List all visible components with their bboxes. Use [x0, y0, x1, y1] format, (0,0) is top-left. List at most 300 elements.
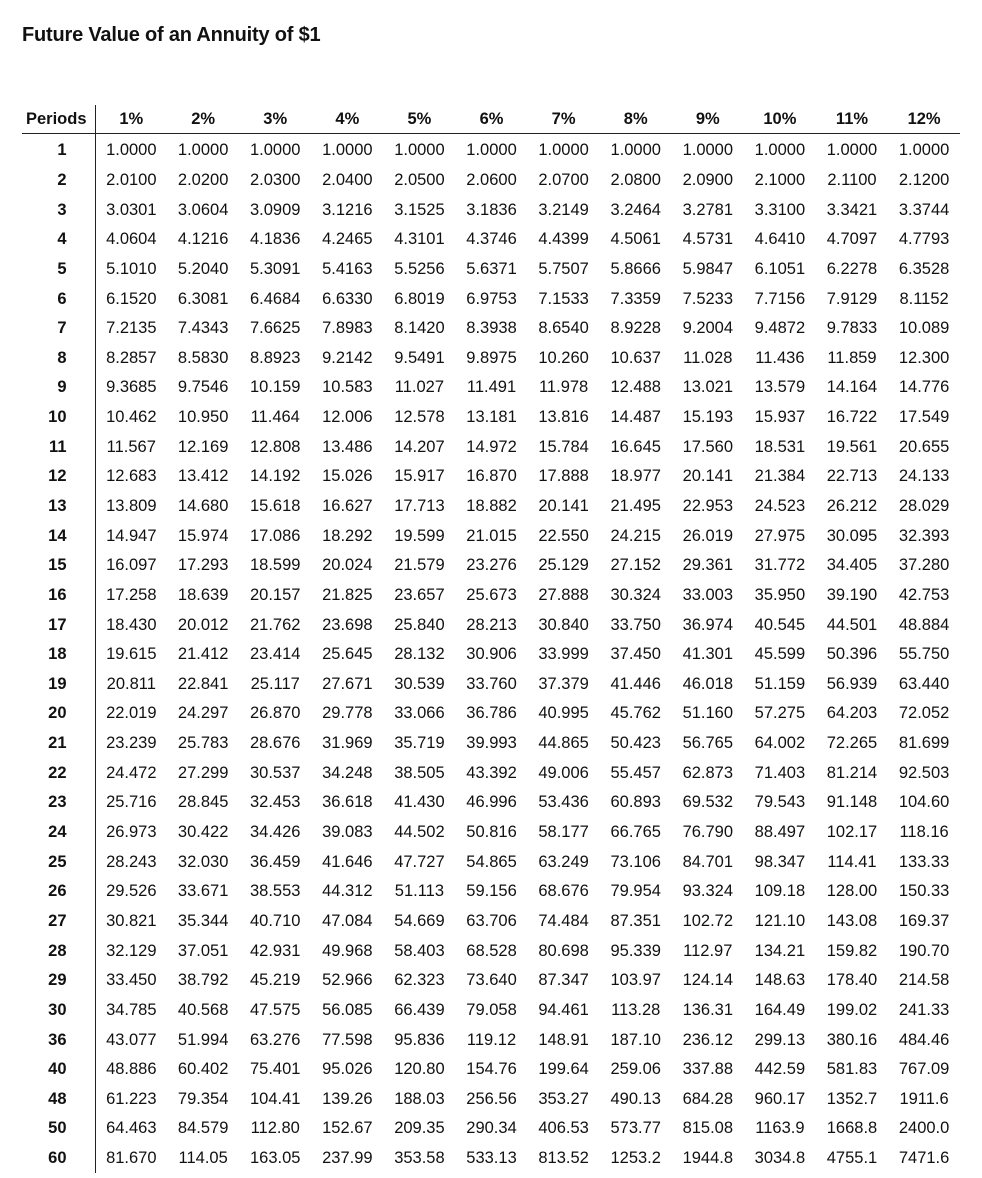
value-cell: 30.539 [394, 674, 445, 693]
value-cell: 1911.6 [899, 1089, 949, 1108]
period-cell: 27 [22, 907, 95, 937]
value-cell: 20.811 [106, 674, 156, 693]
period-cell: 5 [22, 255, 95, 285]
value-cell: 25.117 [250, 674, 300, 693]
value-cell: 12.488 [610, 378, 661, 397]
value-cell: 113.28 [611, 1000, 661, 1019]
value-cell: 17.888 [538, 467, 589, 486]
value-cell: 33.750 [610, 615, 661, 634]
value-cell: 124.14 [682, 971, 734, 990]
value-cell: 34.405 [826, 556, 878, 575]
header-row [22, 105, 960, 134]
value-cell: 114.41 [827, 852, 877, 871]
value-cell: 17.258 [106, 585, 157, 604]
value-cell: 15.618 [250, 497, 301, 515]
table-row [22, 729, 960, 759]
value-cell: 4.3101 [394, 230, 445, 249]
value-cell: 1.0000 [322, 141, 373, 160]
value-cell: 7.8983 [322, 319, 373, 338]
value-cell: 148.63 [754, 971, 806, 990]
value-cell: 1163.9 [755, 1119, 805, 1138]
value-cell: 3.2781 [682, 200, 734, 219]
value-cell: 20.024 [322, 556, 373, 575]
value-cell: 91.148 [826, 793, 878, 812]
value-cell: 12.006 [322, 408, 373, 427]
value-cell: 533.13 [466, 1149, 517, 1168]
value-cell: 37.450 [610, 645, 661, 664]
value-cell: 109.18 [754, 882, 806, 901]
value-cell: 16.097 [106, 556, 157, 575]
page-title: Future Value of an Annuity of $1 [22, 24, 321, 46]
value-cell: 8.5830 [177, 348, 229, 367]
value-cell: 21.412 [177, 645, 229, 664]
value-cell: 8.6540 [538, 319, 589, 338]
value-cell: 33.999 [538, 645, 589, 664]
value-cell: 8.1420 [394, 319, 445, 338]
table-header [22, 105, 960, 134]
value-cell: 28.243 [106, 852, 157, 871]
value-cell: 38.553 [250, 882, 301, 901]
value-cell: 41.646 [322, 852, 373, 871]
value-cell: 18.531 [754, 437, 806, 456]
value-cell: 2.0100 [106, 170, 157, 189]
value-cell: 29.526 [106, 882, 157, 901]
value-cell: 32.453 [250, 793, 301, 812]
value-cell: 14.164 [826, 378, 878, 397]
value-cell: 14.972 [466, 437, 517, 456]
period-cell: 22 [22, 758, 95, 788]
value-cell: 290.34 [466, 1119, 517, 1138]
value-cell: 7471.6 [898, 1149, 950, 1168]
value-cell: 27.888 [538, 585, 589, 604]
period-cell: 6 [22, 284, 95, 314]
value-cell: 9.3685 [106, 378, 157, 397]
period-cell: 48 [22, 1085, 95, 1115]
value-cell: 22.019 [106, 704, 157, 723]
value-cell: 41.301 [682, 645, 734, 664]
value-cell: 40.545 [754, 615, 806, 634]
value-cell: 21.495 [610, 497, 661, 515]
value-cell: 68.528 [466, 941, 517, 960]
value-cell: 5.5256 [394, 259, 445, 278]
value-cell: 7.6625 [250, 319, 301, 338]
value-cell: 71.403 [754, 763, 806, 782]
value-cell: 6.3528 [898, 259, 950, 278]
value-cell: 8.3938 [466, 319, 517, 338]
value-cell: 61.223 [106, 1089, 157, 1108]
value-cell: 236.12 [682, 1030, 734, 1049]
value-cell: 40.710 [250, 911, 301, 930]
value-cell: 103.97 [610, 971, 661, 990]
value-cell: 40.568 [177, 1000, 229, 1019]
value-cell: 64.463 [106, 1119, 157, 1138]
value-cell: 76.790 [682, 823, 734, 842]
value-cell: 32.030 [177, 852, 229, 871]
value-cell: 2.0800 [610, 170, 661, 189]
value-cell: 3.0909 [250, 200, 301, 219]
value-cell: 17.086 [250, 526, 301, 545]
value-cell: 12.300 [898, 348, 950, 367]
period-cell: 19 [22, 670, 95, 700]
value-cell: 12.169 [177, 437, 229, 456]
value-cell: 10.583 [322, 378, 373, 397]
value-cell: 11.567 [106, 437, 156, 456]
value-cell: 4.7793 [898, 230, 950, 249]
value-cell: 21.762 [250, 615, 301, 634]
value-cell: 119.12 [466, 1030, 517, 1049]
value-cell: 15.937 [754, 408, 806, 427]
value-cell: 163.05 [250, 1149, 301, 1168]
value-cell: 57.275 [754, 704, 806, 723]
value-cell: 9.2004 [682, 319, 734, 338]
value-cell: 60.402 [177, 1060, 229, 1079]
rate-column-header: 8% [600, 105, 672, 134]
value-cell: 134.21 [754, 941, 806, 960]
value-cell: 30.906 [466, 645, 517, 664]
value-cell: 22.550 [538, 526, 589, 545]
table-row [22, 134, 960, 166]
value-cell: 190.70 [898, 941, 950, 960]
value-cell: 34.785 [106, 1000, 157, 1019]
value-cell: 81.699 [898, 734, 950, 753]
value-cell: 3.1216 [322, 200, 373, 219]
value-cell: 4.5061 [610, 230, 661, 249]
value-cell: 1.0000 [826, 141, 878, 160]
value-cell: 1.0000 [106, 141, 157, 160]
value-cell: 24.215 [610, 526, 661, 545]
value-cell: 28.213 [466, 615, 517, 634]
value-cell: 64.203 [826, 704, 878, 723]
value-cell: 48.886 [106, 1060, 157, 1079]
value-cell: 406.53 [538, 1119, 589, 1138]
table-row [22, 521, 960, 551]
value-cell: 10.159 [250, 378, 301, 397]
value-cell: 22.953 [682, 497, 734, 515]
value-cell: 46.996 [466, 793, 517, 812]
value-cell: 38.505 [394, 763, 445, 782]
period-cell: 50 [22, 1114, 95, 1144]
value-cell: 152.67 [322, 1119, 373, 1138]
value-cell: 24.133 [898, 467, 950, 486]
table-row [22, 284, 960, 314]
value-cell: 37.280 [898, 556, 950, 575]
value-cell: 32.129 [106, 941, 157, 960]
value-cell: 56.085 [322, 1000, 373, 1019]
value-cell: 104.60 [898, 793, 950, 812]
value-cell: 77.598 [322, 1030, 373, 1049]
value-cell: 2.1200 [898, 170, 950, 189]
value-cell: 12.808 [250, 437, 301, 456]
table-row [22, 788, 960, 818]
rate-column-header: 9% [672, 105, 744, 134]
value-cell: 16.627 [322, 497, 373, 515]
value-cell: 4.7097 [826, 230, 878, 249]
value-cell: 44.501 [826, 615, 878, 634]
value-cell: 6.1051 [754, 259, 806, 278]
value-cell: 4.5731 [682, 230, 734, 249]
period-cell: 40 [22, 1055, 95, 1085]
value-cell: 33.066 [394, 704, 445, 723]
value-cell: 20.012 [177, 615, 229, 634]
value-cell: 5.7507 [538, 259, 589, 278]
value-cell: 84.579 [177, 1119, 229, 1138]
period-cell: 21 [22, 729, 95, 759]
value-cell: 16.645 [610, 437, 661, 456]
value-cell: 353.27 [538, 1089, 589, 1108]
value-cell: 13.021 [682, 378, 734, 397]
value-cell: 54.865 [466, 852, 517, 871]
value-cell: 51.159 [754, 674, 806, 693]
table-row [22, 610, 960, 640]
value-cell: 14.947 [106, 526, 157, 545]
value-cell: 7.9129 [826, 289, 878, 308]
period-cell: 16 [22, 581, 95, 611]
rate-column-header: 4% [311, 105, 383, 134]
value-cell: 13.809 [106, 497, 157, 515]
value-cell: 380.16 [826, 1030, 878, 1049]
value-cell: 1.0000 [394, 141, 445, 160]
value-cell: 13.486 [322, 437, 373, 456]
value-cell: 84.701 [682, 852, 734, 871]
value-cell: 42.931 [250, 941, 301, 960]
value-cell: 24.472 [106, 763, 157, 782]
value-cell: 31.969 [322, 734, 373, 753]
value-cell: 50.816 [466, 823, 517, 842]
value-cell: 14.776 [898, 378, 950, 397]
value-cell: 3.2149 [538, 200, 589, 219]
value-cell: 143.08 [826, 911, 878, 930]
value-cell: 102.72 [682, 911, 734, 930]
value-cell: 5.6371 [466, 259, 517, 278]
value-cell: 21.015 [466, 526, 517, 545]
value-cell: 33.671 [177, 882, 229, 901]
value-cell: 815.08 [682, 1119, 734, 1138]
value-cell: 94.461 [538, 1000, 589, 1019]
value-cell: 1.0000 [466, 141, 517, 160]
value-cell: 44.502 [394, 823, 445, 842]
value-cell: 136.31 [682, 1000, 734, 1019]
value-cell: 960.17 [754, 1089, 806, 1108]
table-row [22, 1085, 960, 1115]
value-cell: 25.645 [322, 645, 373, 664]
value-cell: 490.13 [610, 1089, 661, 1108]
value-cell: 81.670 [106, 1149, 157, 1168]
value-cell: 87.351 [610, 911, 661, 930]
table-row [22, 343, 960, 373]
value-cell: 118.16 [899, 823, 949, 842]
value-cell: 21.384 [754, 467, 806, 486]
value-cell: 47.727 [394, 852, 445, 871]
value-cell: 23.657 [394, 585, 445, 604]
rate-column-header: 7% [528, 105, 600, 134]
value-cell: 1.0000 [250, 141, 301, 160]
value-cell: 37.051 [177, 941, 229, 960]
value-cell: 15.784 [538, 437, 589, 456]
value-cell: 34.248 [322, 763, 373, 782]
value-cell: 27.671 [322, 674, 373, 693]
value-cell: 241.33 [898, 1000, 950, 1019]
value-cell: 44.865 [538, 734, 589, 753]
value-cell: 148.91 [538, 1030, 589, 1049]
value-cell: 39.190 [826, 585, 878, 604]
value-cell: 1253.2 [610, 1149, 661, 1168]
period-cell: 15 [22, 551, 95, 581]
value-cell: 11.978 [538, 378, 589, 397]
table-row [22, 581, 960, 611]
value-cell: 30.324 [610, 585, 661, 604]
value-cell: 164.49 [754, 1000, 806, 1019]
period-cell: 29 [22, 966, 95, 996]
value-cell: 92.503 [898, 763, 950, 782]
value-cell: 73.640 [466, 971, 517, 990]
value-cell: 13.579 [754, 378, 806, 397]
value-cell: 1944.8 [682, 1149, 734, 1168]
value-cell: 767.09 [898, 1060, 950, 1079]
value-cell: 18.599 [250, 556, 301, 575]
value-cell: 11.464 [250, 408, 300, 427]
value-cell: 6.9753 [466, 289, 517, 308]
value-cell: 813.52 [538, 1149, 589, 1168]
table-row [22, 1025, 960, 1055]
value-cell: 573.77 [610, 1119, 661, 1138]
value-cell: 1.0000 [898, 141, 950, 160]
value-cell: 3.1836 [466, 200, 517, 219]
value-cell: 63.440 [898, 674, 950, 693]
value-cell: 5.4163 [322, 259, 373, 278]
value-cell: 26.019 [682, 526, 734, 545]
value-cell: 10.260 [538, 348, 589, 367]
value-cell: 3.0301 [106, 200, 157, 219]
period-cell: 14 [22, 521, 95, 551]
value-cell: 20.655 [898, 437, 950, 456]
value-cell: 26.973 [106, 823, 157, 842]
value-cell: 37.379 [538, 674, 589, 693]
value-cell: 8.2857 [106, 348, 157, 367]
value-cell: 27.299 [177, 763, 229, 782]
value-cell: 62.323 [394, 971, 445, 990]
value-cell: 18.882 [466, 497, 517, 515]
annuity-table [22, 105, 960, 1173]
value-cell: 32.393 [898, 526, 950, 545]
rate-column-header: 5% [383, 105, 455, 134]
value-cell: 28.132 [394, 645, 445, 664]
value-cell: 79.954 [610, 882, 661, 901]
period-cell: 26 [22, 877, 95, 907]
value-cell: 29.361 [682, 556, 734, 575]
value-cell: 20.157 [250, 585, 301, 604]
value-cell: 18.292 [322, 526, 373, 545]
value-cell: 23.239 [106, 734, 157, 753]
value-cell: 2.0900 [682, 170, 734, 189]
value-cell: 25.716 [106, 793, 157, 812]
value-cell: 63.276 [250, 1030, 301, 1049]
period-cell: 18 [22, 640, 95, 670]
value-cell: 12.683 [106, 467, 157, 486]
value-cell: 7.7156 [754, 289, 806, 308]
value-cell: 121.10 [754, 911, 806, 930]
value-cell: 484.46 [898, 1030, 950, 1049]
value-cell: 2.1000 [754, 170, 806, 189]
value-cell: 40.995 [538, 704, 589, 723]
value-cell: 28.676 [250, 734, 301, 753]
value-cell: 256.56 [466, 1089, 517, 1108]
value-cell: 17.713 [394, 497, 445, 515]
table-row [22, 640, 960, 670]
value-cell: 28.029 [898, 497, 950, 515]
value-cell: 2.0500 [394, 170, 445, 189]
value-cell: 3.3421 [826, 200, 878, 219]
rate-column-header: 11% [816, 105, 888, 134]
value-cell: 24.297 [177, 704, 229, 723]
table-row [22, 966, 960, 996]
value-cell: 26.870 [250, 704, 301, 723]
period-cell: 28 [22, 936, 95, 966]
period-cell: 1 [22, 134, 95, 166]
value-cell: 2.0600 [466, 170, 517, 189]
value-cell: 15.193 [682, 408, 734, 427]
value-cell: 46.018 [682, 674, 734, 693]
value-cell: 87.347 [538, 971, 589, 990]
table-row [22, 314, 960, 344]
value-cell: 120.80 [394, 1060, 445, 1079]
value-cell: 14.487 [610, 408, 661, 427]
value-cell: 16.722 [826, 408, 878, 427]
value-cell: 58.177 [538, 823, 589, 842]
value-cell: 95.339 [610, 941, 661, 960]
value-cell: 62.873 [682, 763, 734, 782]
value-cell: 28.845 [177, 793, 229, 812]
value-cell: 79.058 [466, 1000, 517, 1019]
value-cell: 24.523 [754, 497, 806, 515]
table-row [22, 432, 960, 462]
value-cell: 17.293 [177, 556, 229, 575]
value-cell: 6.6330 [322, 289, 373, 308]
value-cell: 21.579 [394, 556, 445, 575]
value-cell: 5.1010 [106, 259, 157, 278]
value-cell: 23.276 [466, 556, 517, 575]
table-row [22, 758, 960, 788]
value-cell: 56.939 [826, 674, 878, 693]
period-column-header: Periods [22, 105, 95, 134]
value-cell: 3.1525 [394, 200, 445, 219]
value-cell: 20.141 [682, 467, 734, 486]
value-cell: 42.753 [898, 585, 950, 604]
value-cell: 4.3746 [466, 230, 517, 249]
value-cell: 64.002 [754, 734, 806, 753]
value-cell: 13.412 [177, 467, 229, 486]
value-cell: 6.1520 [106, 289, 157, 308]
value-cell: 27.152 [610, 556, 661, 575]
value-cell: 9.4872 [754, 319, 806, 338]
value-cell: 30.840 [538, 615, 589, 634]
period-cell: 8 [22, 343, 95, 373]
table-row [22, 847, 960, 877]
value-cell: 17.560 [682, 437, 734, 456]
value-cell: 188.03 [394, 1089, 445, 1108]
value-cell: 48.884 [898, 615, 950, 634]
table-row [22, 462, 960, 492]
value-cell: 25.673 [466, 585, 517, 604]
table-row [22, 670, 960, 700]
value-cell: 581.83 [826, 1060, 878, 1079]
value-cell: 14.192 [250, 467, 301, 486]
value-cell: 114.05 [178, 1149, 228, 1168]
value-cell: 5.3091 [250, 259, 301, 278]
value-cell: 19.615 [106, 645, 157, 664]
value-cell: 14.680 [177, 497, 229, 515]
value-cell: 38.792 [177, 971, 229, 990]
value-cell: 187.10 [610, 1030, 661, 1049]
